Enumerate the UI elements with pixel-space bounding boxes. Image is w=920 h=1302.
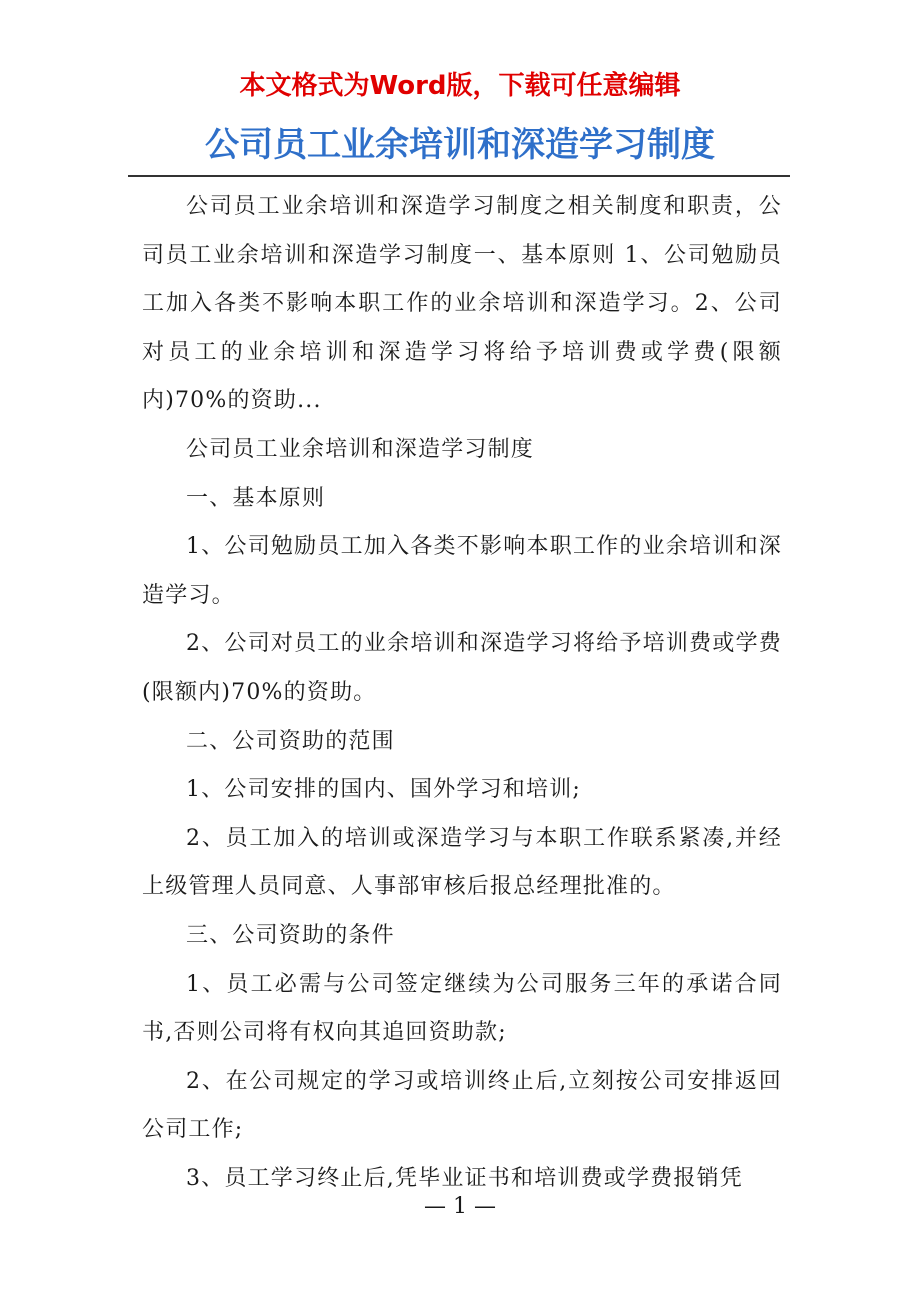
page-number: — 1 —	[424, 1194, 496, 1219]
section-heading-title: 公司员工业余培训和深造学习制度	[186, 436, 535, 462]
format-notice: 本文格式为Word版，下载可任意编辑	[239, 71, 681, 101]
paragraph-1-1: 1、公司勉励员工加入各类不影响本职工作的业余培训和深造学习。	[142, 534, 782, 608]
paragraph-3-1: 1、员工必需与公司签定继续为公司服务三年的承诺合同书,否则公司将有权向其追回资助款;	[142, 971, 782, 1046]
section-heading-2: 二、公司资助的范围	[186, 728, 395, 754]
paragraph-2-1: 1、公司安排的国内、国外学习和培训;	[186, 777, 582, 803]
section-heading-3: 三、公司资助的条件	[186, 922, 395, 948]
summary-paragraph: 公司员工业余培训和深造学习制度之相关制度和职责，公司员工业余培训和深造学习制度一、基本原则 1、公司勉励员工加入各类不影响本职工作的业余培训和深造学习。2、公司对员工的业余培训和深造学习将给予培训费或学费(限额内)70%的资助...	[142, 194, 782, 414]
paragraph-1-2: 2、公司对员工的业余培训和深造学习将给予培训费或学费(限额内)70%的资助。	[142, 631, 782, 705]
section-heading-1: 一、基本原则	[186, 485, 326, 511]
document-title: 公司员工业余培训和深造学习制度	[205, 125, 715, 165]
paragraph-2-2: 2、员工加入的培训或深造学习与本职工作联系紧凑,并经上级管理人员同意、人事部审核后报总经理批准的。	[142, 825, 782, 900]
paragraph-3-3: 3、员工学习终止后,凭毕业证书和培训费或学费报销凭	[186, 1165, 743, 1191]
document-body	[142, 183, 782, 1203]
title-divider	[128, 175, 790, 177]
paragraph-3-2: 2、在公司规定的学习或培训终止后,立刻按公司安排返回公司工作;	[142, 1068, 782, 1143]
